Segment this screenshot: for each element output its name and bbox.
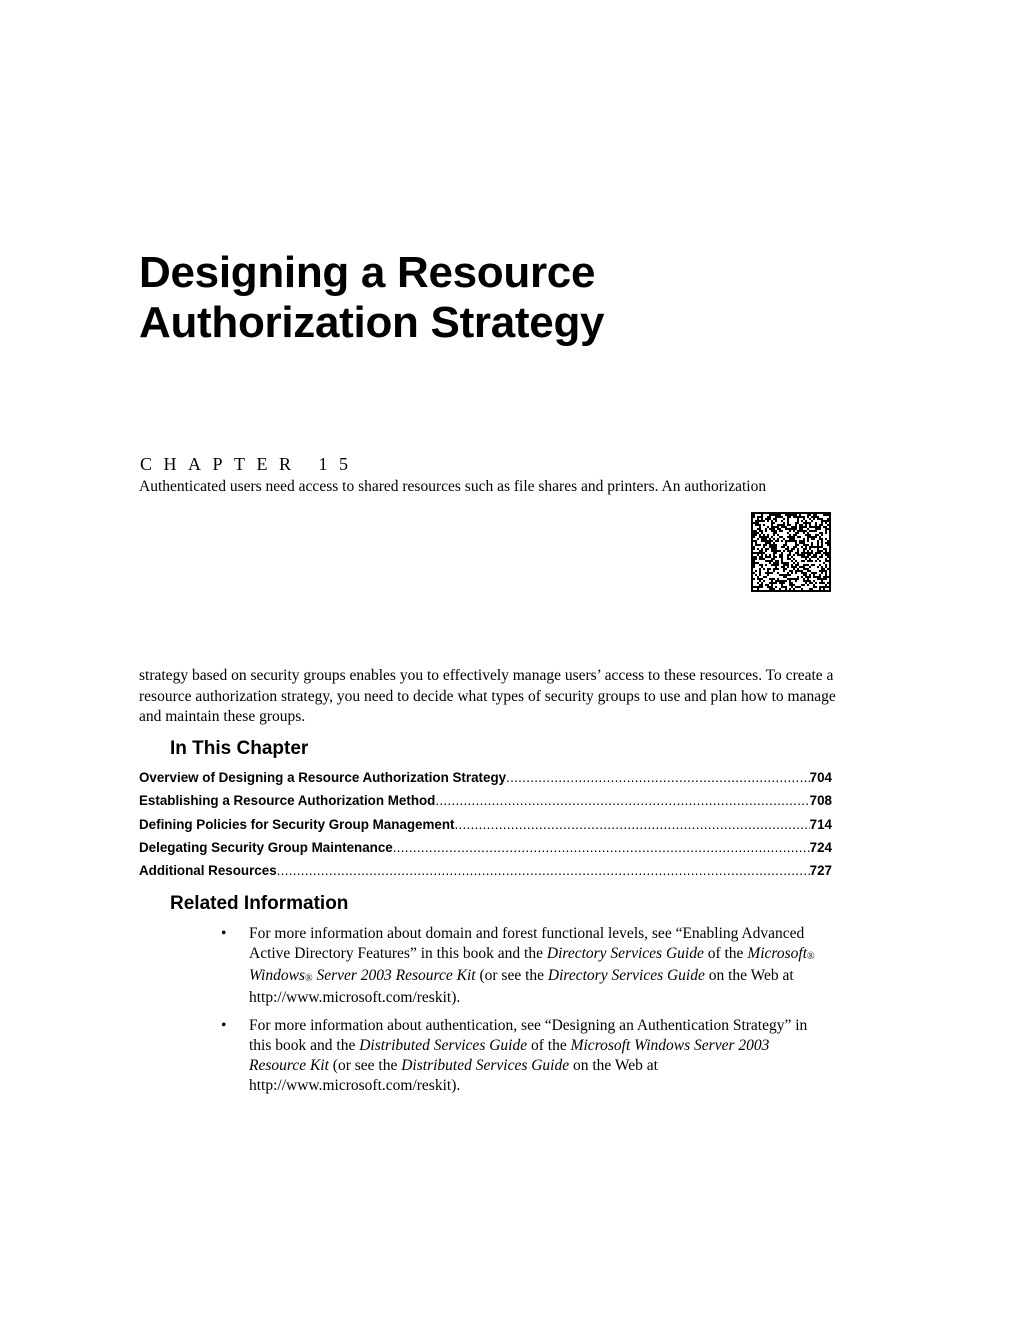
toc-leader bbox=[454, 817, 809, 832]
bullet-icon: • bbox=[221, 1017, 227, 1034]
intro-paragraph: strategy based on security groups enables you to effectively manage users’ access to these resources. To create a resource authorization strategy, you need to decide what types of security groups to use and plan how to manage and maintain these groups. bbox=[139, 667, 836, 725]
toc-item-page: 708 bbox=[809, 793, 832, 809]
book-title: Distributed Services Guide bbox=[401, 1057, 570, 1074]
bullet-text: For more information about authentication, see “Designing an Authentication Strategy” in this book and the bbox=[249, 1017, 808, 1054]
toc-item-title[interactable]: Delegating Security Group Maintenance bbox=[139, 839, 393, 855]
book-title: Windows bbox=[249, 967, 305, 984]
bullet-text: of the bbox=[527, 1037, 571, 1054]
in-this-chapter-heading: In This Chapter bbox=[170, 738, 309, 759]
toc-leader bbox=[506, 770, 810, 785]
book-title: Directory Services Guide bbox=[546, 945, 704, 962]
toc-item[interactable] bbox=[139, 863, 832, 886]
bullet-text: on the Web at http://www.microsoft.com/reskit). bbox=[249, 1057, 658, 1094]
qr-code-icon bbox=[751, 512, 831, 592]
toc-leader bbox=[435, 793, 809, 808]
toc-leader bbox=[277, 863, 810, 878]
book-title: Server 2003 Resource Kit bbox=[312, 967, 476, 984]
table-of-contents bbox=[139, 770, 832, 886]
toc-item[interactable] bbox=[139, 840, 832, 863]
toc-item-title[interactable]: Establishing a Resource Authorization Method bbox=[139, 793, 436, 809]
list-item bbox=[218, 1016, 828, 1096]
book-title: Directory Services Guide bbox=[547, 967, 705, 984]
book-title: Microsoft bbox=[747, 945, 808, 962]
toc-item[interactable] bbox=[139, 793, 832, 816]
toc-item-page: 724 bbox=[809, 839, 832, 855]
book-title: Distributed Services Guide bbox=[359, 1037, 528, 1054]
bullet-text: (or see the bbox=[328, 1057, 402, 1074]
list-item bbox=[218, 924, 828, 1008]
bullet-icon: • bbox=[221, 925, 227, 942]
related-information-heading: Related Information bbox=[170, 893, 349, 914]
chapter-title-line-2: Authorization Strategy bbox=[139, 298, 605, 347]
chapter-number-label: CHAPTER 15 bbox=[140, 454, 360, 474]
bullet-text: For more information about domain and forest functional levels, see “Enabling Advanced Active Directory Features” in this book and the bbox=[249, 925, 805, 962]
toc-item-page: 704 bbox=[809, 770, 832, 785]
toc-leader bbox=[393, 840, 810, 855]
related-information-list bbox=[218, 924, 828, 1104]
registered-mark: ® bbox=[304, 973, 313, 984]
toc-item[interactable] bbox=[139, 817, 832, 840]
chapter-title bbox=[139, 248, 899, 348]
bullet-text: of the bbox=[703, 945, 748, 962]
bullet-text: on the Web at http://www.microsoft.com/reskit). bbox=[249, 967, 794, 1006]
chapter-title-line-1: Designing a Resource bbox=[139, 248, 596, 297]
bullet-text: (or see the bbox=[475, 967, 548, 984]
toc-item[interactable] bbox=[139, 770, 832, 793]
book-title: Microsoft Windows Server 2003 Resource Kit bbox=[249, 1037, 770, 1074]
toc-item-title[interactable]: Additional Resources bbox=[139, 863, 277, 879]
toc-item-page: 727 bbox=[809, 863, 832, 879]
toc-item-page: 714 bbox=[809, 816, 832, 832]
toc-item-title[interactable]: Defining Policies for Security Group Management bbox=[139, 816, 455, 832]
intro-first-line: Authenticated users need access to shared resources such as file shares and printers. An authorization bbox=[139, 478, 767, 495]
registered-mark: ® bbox=[807, 951, 815, 962]
toc-item-title[interactable]: Overview of Designing a Resource Authorization Strategy bbox=[139, 770, 507, 785]
